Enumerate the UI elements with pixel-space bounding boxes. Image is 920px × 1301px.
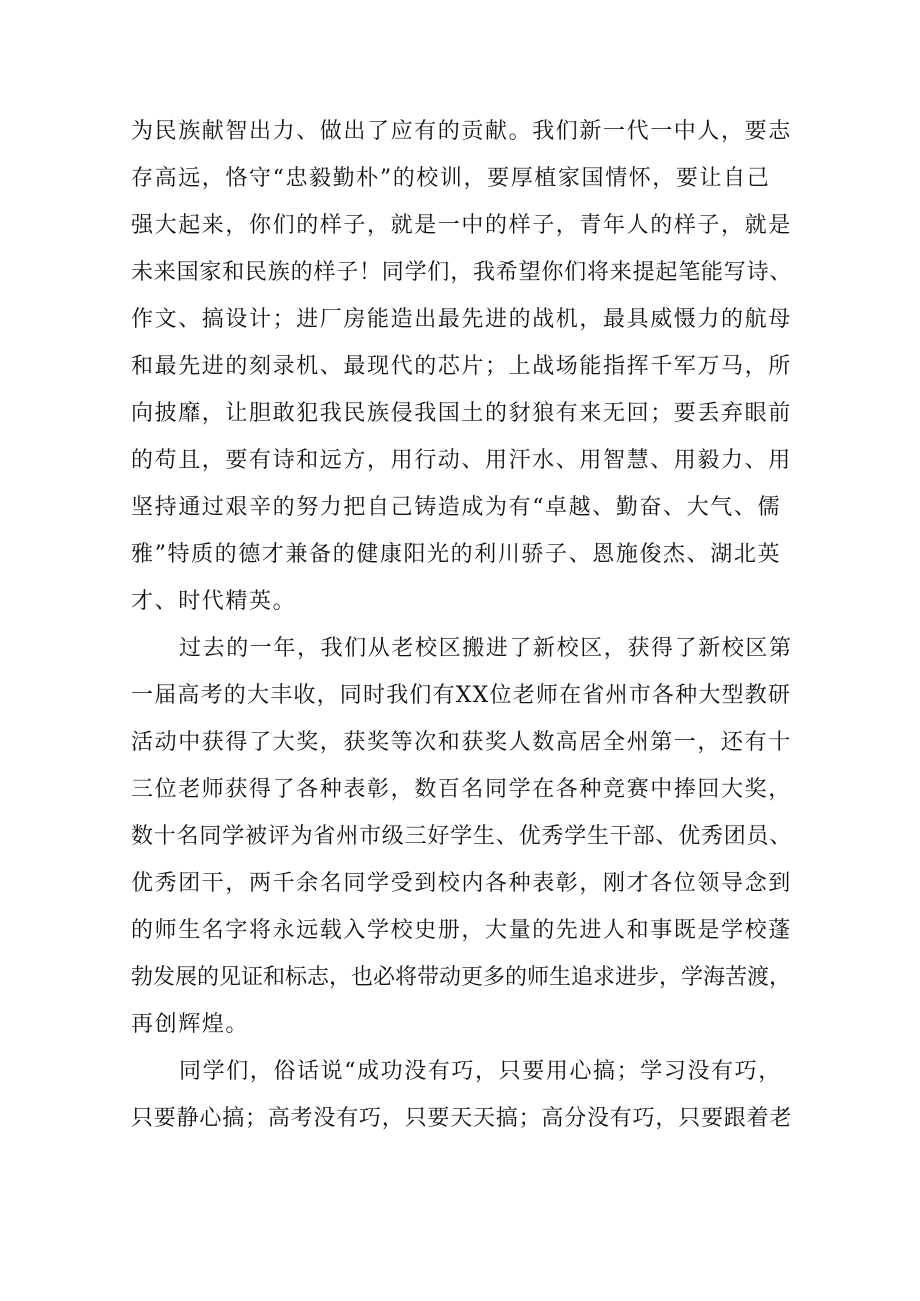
text-line: 未来国家和民族的样子！同学们，我希望你们将来提起笔能写诗、 <box>131 260 793 285</box>
text-line: 的师生名字将永远载入学校史册，大量的先进人和事既是学校蓬 <box>131 918 792 943</box>
text-line: 存高远，恪守“忠毅勤朴”的校训，要厚植家国情怀，要让自己 <box>131 166 771 191</box>
text-line: 数十名同学被评为省州市级三好学生、优秀学生干部、优秀团员、 <box>131 824 793 849</box>
text-line: 雅”特质的德才兼备的健康阳光的利川骄子、恩施俊杰、湖北英 <box>131 542 782 567</box>
text-line: 只要静心搞；高考没有巧，只要天天搞；高分没有巧，只要跟着老 <box>131 1106 793 1131</box>
text-line: 和最先进的刻录机、最现代的芯片；上战场能指挥千军万马，所 <box>131 354 792 379</box>
text-line: 为民族献智出力、做出了应有的贡献。我们新一代一中人，要志 <box>131 119 792 144</box>
text-line: 勃发展的见证和标志，也必将带动更多的师生追求进步，学海苦渡， <box>131 965 792 990</box>
text-line: 坚持通过艰辛的努力把自己铸造成为有“卓越、勤奋、大气、儒 <box>131 495 782 520</box>
text-line: 作文、搞设计；进厂房能造出最先进的战机，最具威慑力的航母 <box>131 307 792 332</box>
text-line: 三位老师获得了各种表彰，数百名同学在各种竞赛中捧回大奖， <box>131 777 792 802</box>
text-line: 一届高考的大丰收，同时我们有XX位老师在省州市各种大型教研 <box>131 683 792 708</box>
text-line: 才、时代精英。 <box>131 589 297 614</box>
text-line: 强大起来，你们的样子，就是一中的样子，青年人的样子，就是 <box>131 213 792 238</box>
text-line: 向披靡，让胆敢犯我民族侵我国土的豺狼有来无回；要丢弃眼前 <box>131 401 792 426</box>
text-line: 活动中获得了大奖，获奖等次和获奖人数高居全州第一，还有十 <box>131 730 792 755</box>
text-line: 的苟且，要有诗和远方，用行动、用汗水、用智慧、用毅力、用 <box>131 448 792 473</box>
paragraph-first-line: 过去的一年，我们从老校区搬进了新校区，获得了新校区第 <box>179 636 793 661</box>
paragraph-first-line: 同学们，俗话说“成功没有巧，只要用心搞；学习没有巧， <box>179 1059 782 1084</box>
body-text <box>131 108 796 1142</box>
text-line: 优秀团干，两千余名同学受到校内各种表彰，刚才各位领导念到 <box>131 871 792 896</box>
text-line: 再创辉煌。 <box>131 1012 250 1037</box>
